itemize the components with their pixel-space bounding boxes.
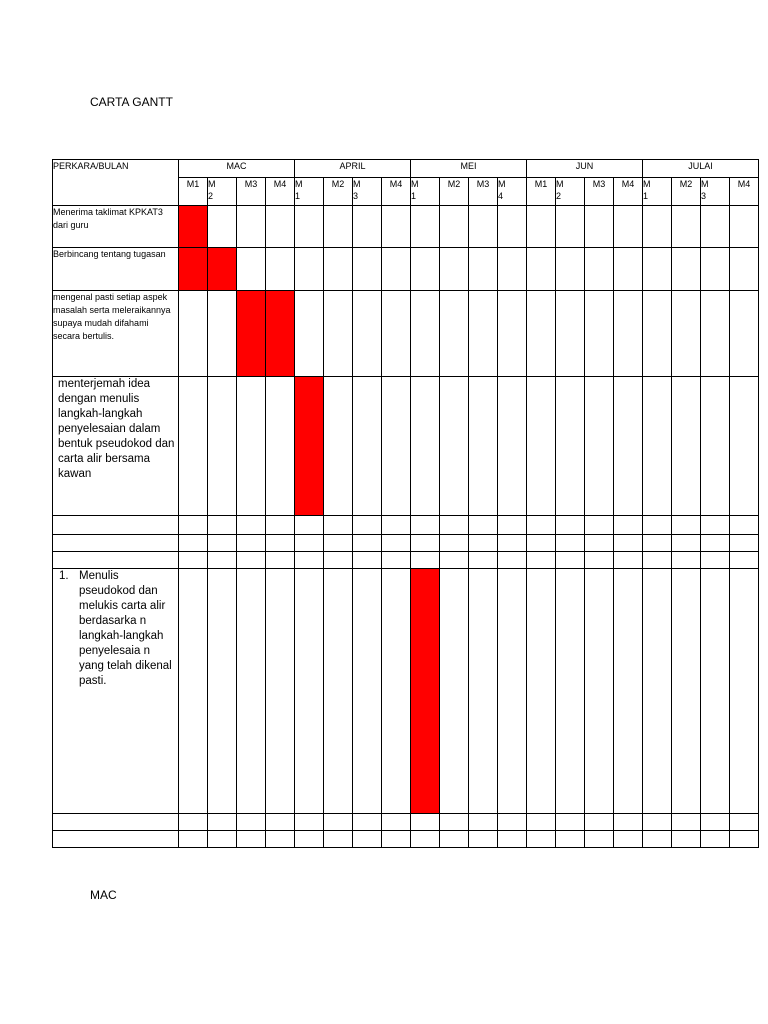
gantt-cell <box>730 552 759 569</box>
gantt-cell <box>382 516 411 535</box>
gantt-cell <box>208 814 237 831</box>
gantt-cell <box>556 535 585 552</box>
header-item-label: PERKARA/BULAN <box>53 160 179 206</box>
task-label <box>53 814 179 831</box>
task-label <box>53 535 179 552</box>
week-header: M3 <box>469 178 498 206</box>
gantt-cell <box>324 206 353 248</box>
gantt-cell <box>208 535 237 552</box>
week-header: M2 <box>324 178 353 206</box>
task-label <box>53 516 179 535</box>
gantt-cell <box>440 291 469 377</box>
gantt-cell <box>643 831 672 848</box>
gantt-cell <box>527 831 556 848</box>
gantt-cell <box>614 206 643 248</box>
gantt-cell <box>295 831 324 848</box>
gantt-cell <box>411 814 440 831</box>
gantt-cell <box>411 291 440 377</box>
gantt-cell <box>498 248 527 291</box>
month-header: APRIL <box>295 160 411 178</box>
gantt-cell <box>527 535 556 552</box>
task-text: Menerima taklimat KPKAT3 dari guru <box>53 207 163 230</box>
gantt-cell <box>208 291 237 377</box>
gantt-cell <box>643 377 672 516</box>
gantt-cell <box>266 569 295 814</box>
gantt-cell <box>585 516 614 535</box>
gantt-cell <box>701 552 730 569</box>
gantt-cell <box>295 516 324 535</box>
gantt-cell <box>556 552 585 569</box>
gantt-cell <box>527 814 556 831</box>
week-header: M4 <box>614 178 643 206</box>
gantt-cell <box>527 569 556 814</box>
week-header: M3 <box>237 178 266 206</box>
gantt-cell <box>585 248 614 291</box>
gantt-cell <box>440 248 469 291</box>
gantt-cell <box>353 552 382 569</box>
gantt-cell <box>614 552 643 569</box>
gantt-cell <box>179 377 208 516</box>
gantt-cell <box>701 377 730 516</box>
gantt-cell <box>353 831 382 848</box>
gantt-cell <box>179 291 208 377</box>
task-row <box>53 831 759 848</box>
gantt-cell <box>324 291 353 377</box>
gantt-cell <box>498 569 527 814</box>
gantt-cell <box>498 291 527 377</box>
gantt-cell <box>382 535 411 552</box>
gantt-cell <box>701 831 730 848</box>
gantt-cell <box>585 206 614 248</box>
gantt-cell <box>295 535 324 552</box>
gantt-cell <box>498 535 527 552</box>
gantt-cell <box>585 377 614 516</box>
task-text: Berbincang tentang tugasan <box>53 249 166 259</box>
gantt-cell <box>643 206 672 248</box>
gantt-bar <box>208 248 237 291</box>
gantt-cell <box>730 291 759 377</box>
task-row <box>53 569 759 814</box>
gantt-cell <box>266 552 295 569</box>
gantt-cell <box>730 377 759 516</box>
gantt-cell <box>730 814 759 831</box>
gantt-cell <box>498 814 527 831</box>
gantt-cell <box>585 831 614 848</box>
gantt-cell <box>672 206 701 248</box>
gantt-cell <box>237 248 266 291</box>
gantt-cell <box>585 814 614 831</box>
month-header: MAC <box>179 160 295 178</box>
gantt-cell <box>353 248 382 291</box>
gantt-cell <box>614 831 643 848</box>
gantt-cell <box>585 535 614 552</box>
month-header: MEI <box>411 160 527 178</box>
gantt-cell <box>353 206 382 248</box>
task-label <box>53 831 179 848</box>
gantt-cell <box>498 831 527 848</box>
gantt-cell <box>382 377 411 516</box>
week-header: M 1 <box>411 178 440 206</box>
week-header: M4 <box>730 178 759 206</box>
gantt-cell <box>556 291 585 377</box>
gantt-cell <box>643 535 672 552</box>
gantt-cell <box>237 552 266 569</box>
gantt-cell <box>411 552 440 569</box>
task-label <box>53 552 179 569</box>
gantt-bar <box>266 291 295 377</box>
gantt-cell <box>643 814 672 831</box>
gantt-cell <box>556 569 585 814</box>
gantt-cell <box>179 535 208 552</box>
task-text: menterjemah idea dengan menulis langkah-langkah penyelesaian dalam bentuk pseudokod dan carta alir bersama kawan <box>58 378 175 480</box>
gantt-cell <box>324 814 353 831</box>
task-row <box>53 377 759 516</box>
gantt-cell <box>469 569 498 814</box>
gantt-cell <box>469 831 498 848</box>
gantt-cell <box>701 516 730 535</box>
gantt-cell <box>208 516 237 535</box>
gantt-cell <box>469 516 498 535</box>
task-label <box>53 206 179 248</box>
week-header: M4 <box>382 178 411 206</box>
gantt-cell <box>701 535 730 552</box>
task-row <box>53 535 759 552</box>
gantt-cell <box>324 552 353 569</box>
gantt-cell <box>556 516 585 535</box>
gantt-cell <box>672 552 701 569</box>
gantt-cell <box>237 516 266 535</box>
week-header: M3 <box>585 178 614 206</box>
gantt-cell <box>701 569 730 814</box>
gantt-cell <box>324 248 353 291</box>
week-header: M4 <box>266 178 295 206</box>
gantt-bar <box>179 206 208 248</box>
gantt-cell <box>266 377 295 516</box>
gantt-cell <box>585 552 614 569</box>
gantt-cell <box>527 516 556 535</box>
gantt-cell <box>730 831 759 848</box>
task-row <box>53 814 759 831</box>
gantt-cell <box>382 206 411 248</box>
gantt-cell <box>411 831 440 848</box>
gantt-cell <box>353 814 382 831</box>
gantt-cell <box>266 206 295 248</box>
gantt-cell <box>672 248 701 291</box>
gantt-cell <box>614 569 643 814</box>
gantt-cell <box>382 831 411 848</box>
gantt-cell <box>440 569 469 814</box>
gantt-cell <box>237 831 266 848</box>
gantt-cell <box>353 377 382 516</box>
gantt-cell <box>324 377 353 516</box>
task-label <box>53 291 179 377</box>
task-row <box>53 516 759 535</box>
gantt-cell <box>469 552 498 569</box>
gantt-cell <box>411 516 440 535</box>
gantt-cell <box>585 569 614 814</box>
gantt-cell <box>440 516 469 535</box>
month-header: JULAI <box>643 160 759 178</box>
gantt-cell <box>440 377 469 516</box>
task-row <box>53 206 759 248</box>
week-header: M 4 <box>498 178 527 206</box>
gantt-cell <box>672 831 701 848</box>
gantt-cell <box>382 569 411 814</box>
gantt-cell <box>614 248 643 291</box>
gantt-cell <box>324 569 353 814</box>
task-text: Menulis pseudokod dan melukis carta alir berdasarka n langkah-langkah penyelesaia n yang telah dikenal pasti. <box>79 570 172 687</box>
gantt-cell <box>295 814 324 831</box>
gantt-cell <box>527 291 556 377</box>
gantt-cell <box>266 248 295 291</box>
gantt-cell <box>527 248 556 291</box>
gantt-cell <box>411 377 440 516</box>
gantt-cell <box>730 535 759 552</box>
gantt-cell <box>556 377 585 516</box>
gantt-cell <box>498 516 527 535</box>
gantt-bar <box>237 291 266 377</box>
gantt-cell <box>643 552 672 569</box>
gantt-cell <box>208 831 237 848</box>
gantt-cell <box>469 206 498 248</box>
gantt-cell <box>266 516 295 535</box>
week-header: M1 <box>179 178 208 206</box>
gantt-cell <box>295 248 324 291</box>
gantt-cell <box>614 814 643 831</box>
gantt-cell <box>556 831 585 848</box>
gantt-cell <box>672 516 701 535</box>
week-header: M2 <box>672 178 701 206</box>
gantt-cell <box>701 814 730 831</box>
gantt-cell <box>643 516 672 535</box>
gantt-cell <box>585 291 614 377</box>
week-header: M 2 <box>208 178 237 206</box>
gantt-cell <box>469 535 498 552</box>
week-header: M1 <box>527 178 556 206</box>
week-header: M 2 <box>556 178 585 206</box>
gantt-cell <box>411 535 440 552</box>
gantt-cell <box>382 814 411 831</box>
gantt-cell <box>353 535 382 552</box>
gantt-cell <box>324 831 353 848</box>
gantt-cell <box>527 377 556 516</box>
gantt-cell <box>411 206 440 248</box>
gantt-cell <box>643 291 672 377</box>
gantt-cell <box>672 291 701 377</box>
task-label <box>53 248 179 291</box>
task-row <box>53 552 759 569</box>
gantt-cell <box>527 206 556 248</box>
list-marker: 1. <box>59 570 69 582</box>
gantt-cell <box>643 248 672 291</box>
task-label <box>53 377 179 516</box>
gantt-cell <box>208 552 237 569</box>
gantt-cell <box>672 814 701 831</box>
gantt-cell <box>672 569 701 814</box>
gantt-cell <box>237 206 266 248</box>
gantt-cell <box>208 569 237 814</box>
gantt-cell <box>614 535 643 552</box>
task-label <box>53 569 179 814</box>
gantt-cell <box>527 552 556 569</box>
gantt-cell <box>266 831 295 848</box>
gantt-cell <box>295 569 324 814</box>
gantt-cell <box>266 535 295 552</box>
gantt-cell <box>614 516 643 535</box>
gantt-cell <box>295 206 324 248</box>
gantt-cell <box>179 552 208 569</box>
gantt-cell <box>382 552 411 569</box>
gantt-cell <box>730 248 759 291</box>
week-header: M2 <box>440 178 469 206</box>
task-row <box>53 291 759 377</box>
gantt-cell <box>498 552 527 569</box>
gantt-cell <box>672 535 701 552</box>
gantt-cell <box>643 569 672 814</box>
gantt-cell <box>237 814 266 831</box>
gantt-cell <box>556 248 585 291</box>
gantt-cell <box>324 535 353 552</box>
gantt-cell <box>556 814 585 831</box>
gantt-cell <box>208 206 237 248</box>
gantt-cell <box>208 377 237 516</box>
gantt-cell <box>701 291 730 377</box>
week-header: M 3 <box>701 178 730 206</box>
gantt-cell <box>411 248 440 291</box>
task-text: mengenal pasti setiap aspek masalah serta meleraikannya supaya mudah difahami secara bertulis. <box>53 292 171 341</box>
week-header: M 1 <box>295 178 324 206</box>
gantt-cell <box>382 291 411 377</box>
gantt-cell <box>440 206 469 248</box>
gantt-cell <box>730 516 759 535</box>
gantt-cell <box>295 291 324 377</box>
gantt-bar <box>295 377 324 516</box>
gantt-cell <box>179 569 208 814</box>
task-row <box>53 248 759 291</box>
gantt-cell <box>382 248 411 291</box>
gantt-chart-table <box>52 159 759 848</box>
month-header: JUN <box>527 160 643 178</box>
gantt-cell <box>237 569 266 814</box>
gantt-cell <box>730 569 759 814</box>
gantt-cell <box>614 377 643 516</box>
gantt-cell <box>324 516 353 535</box>
gantt-cell <box>614 291 643 377</box>
gantt-cell <box>440 552 469 569</box>
gantt-cell <box>440 535 469 552</box>
gantt-cell <box>672 377 701 516</box>
gantt-cell <box>237 377 266 516</box>
gantt-cell <box>469 377 498 516</box>
week-header: M 3 <box>353 178 382 206</box>
gantt-cell <box>266 814 295 831</box>
gantt-cell <box>730 206 759 248</box>
gantt-cell <box>701 248 730 291</box>
gantt-cell <box>440 814 469 831</box>
gantt-cell <box>179 516 208 535</box>
week-header: M 1 <box>643 178 672 206</box>
gantt-cell <box>440 831 469 848</box>
gantt-cell <box>469 248 498 291</box>
gantt-cell <box>353 569 382 814</box>
gantt-cell <box>701 206 730 248</box>
gantt-cell <box>556 206 585 248</box>
gantt-cell <box>353 516 382 535</box>
gantt-bar <box>411 569 440 814</box>
gantt-cell <box>498 206 527 248</box>
gantt-cell <box>179 814 208 831</box>
gantt-cell <box>469 291 498 377</box>
gantt-cell <box>237 535 266 552</box>
gantt-cell <box>353 291 382 377</box>
gantt-cell <box>295 552 324 569</box>
gantt-cell <box>179 831 208 848</box>
gantt-cell <box>498 377 527 516</box>
gantt-bar <box>179 248 208 291</box>
gantt-cell <box>469 814 498 831</box>
footer-text: MAC <box>90 888 117 902</box>
document-title: CARTA GANTT <box>90 95 173 109</box>
